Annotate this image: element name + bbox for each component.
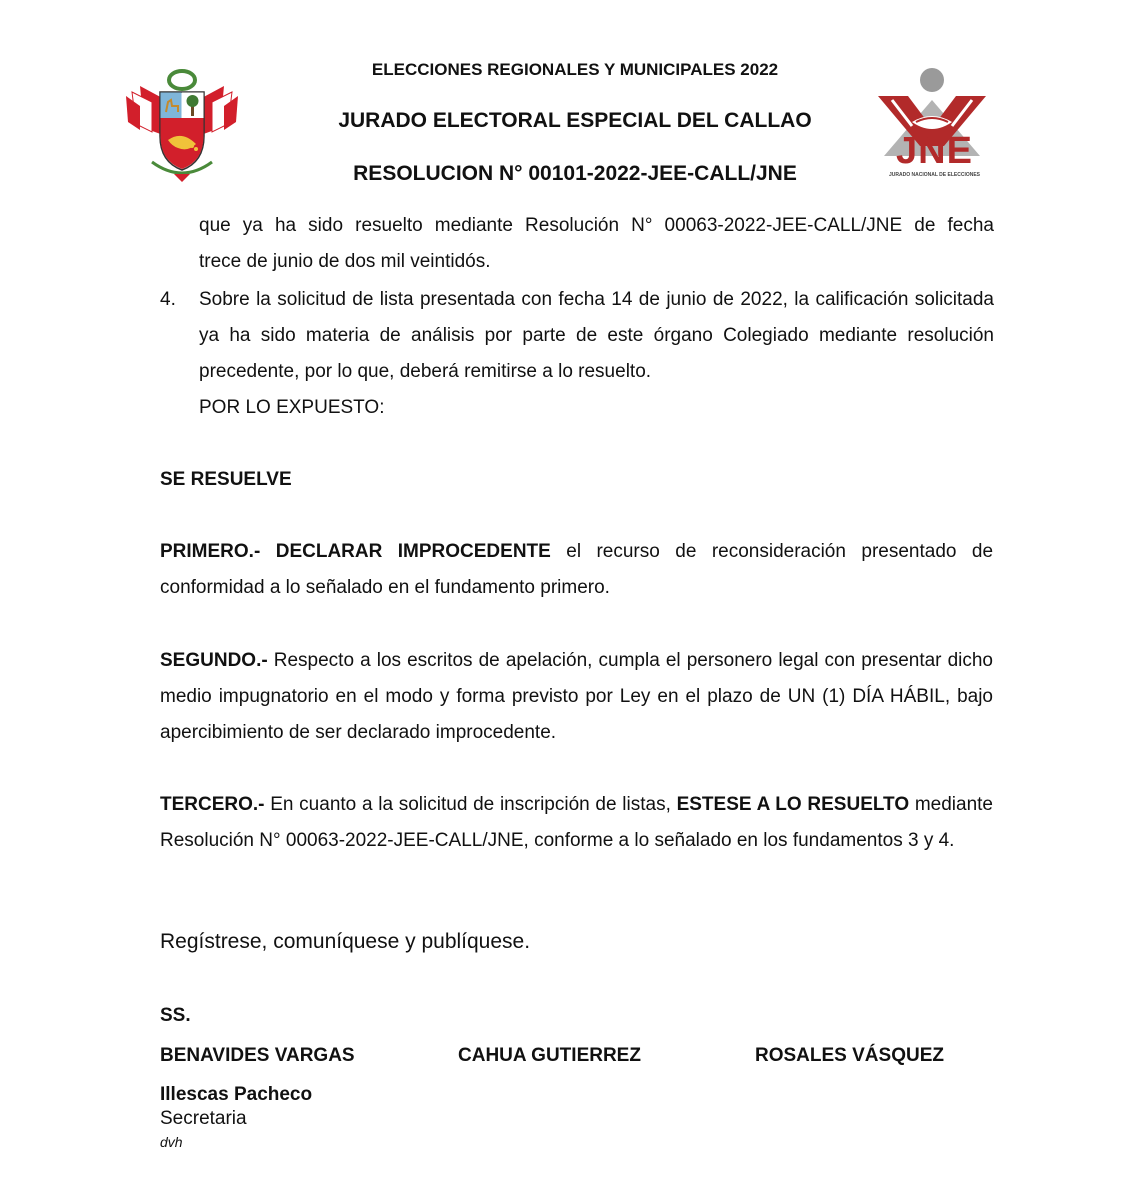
header-election-title: ELECCIONES REGIONALES Y MUNICIPALES 2022 (371, 60, 779, 79)
tercero-label: TERCERO.- (160, 794, 265, 815)
secretary-role: Secretaria (160, 1108, 247, 1129)
primero-paragraph (160, 534, 993, 606)
jne-logo (872, 66, 997, 184)
jne-logo-subtitle: JURADO NACIONAL DE ELECCIONES (888, 172, 981, 178)
item-4-text: Sobre la solicitud de lista presentada con fecha 14 de junio de 2022, la calificación solicitada ya ha sido materia de análisis por parte de este órgano Colegiado mediante resolución precedente, por lo que, deberá remitirse a lo resuelto. (199, 289, 994, 382)
continuation-line-2: trece de junio de dos mil veintidós. (199, 251, 491, 272)
signatory-1: BENAVIDES VARGAS (160, 1045, 355, 1066)
jne-logo-text: JNE (896, 130, 973, 172)
segundo-label: SEGUNDO.- (160, 650, 268, 671)
segundo-paragraph (160, 643, 993, 751)
peru-coat-of-arms-logo (122, 66, 242, 186)
por-lo-expuesto: POR LO EXPUESTO: (199, 397, 385, 418)
ss-label: SS. (160, 1005, 191, 1026)
header-resolution-number: RESOLUCION N° 00101-2022-JEE-CALL/JNE (353, 162, 797, 185)
continuation-line-1: que ya ha sido resuelto mediante Resolución N° 00063-2022-JEE-CALL/JNE de fecha (199, 215, 994, 236)
signatory-2: CAHUA GUTIERREZ (458, 1045, 641, 1066)
header-jury-name: JURADO ELECTORAL ESPECIAL DEL CALLAO (338, 109, 812, 132)
item-4-number: 4. (160, 289, 176, 310)
primero-text: el recurso de reconsideración presentado de conformidad a lo señalado en el fundamento primero. (160, 541, 994, 598)
tercero-paragraph (160, 787, 993, 859)
tercero-emphasis: ESTESE A LO RESUELTO (676, 794, 910, 815)
tercero-text-2: mediante Resolución N° 00063-2022-JEE-CALL/JNE, conforme a lo señalado en los fundamentos 3 y 4. (160, 794, 993, 851)
segundo-text: Respecto a los escritos de apelación, cumpla el personero legal con presentar dicho medio impugnatorio en el modo y forma previsto por Ley en el plazo de UN (1) DÍA HÁBIL, bajo apercibimiento de ser declarado improcedente. (160, 650, 993, 743)
closing-formula: Regístrese, comuníquese y publíquese. (160, 930, 531, 953)
primero-label: PRIMERO.- (160, 541, 261, 562)
signatory-3: ROSALES VÁSQUEZ (755, 1045, 944, 1066)
primero-emphasis: DECLARAR IMPROCEDENTE (275, 541, 551, 562)
secretary-name: Illescas Pacheco (160, 1084, 313, 1105)
se-resuelve-heading: SE RESUELVE (160, 469, 292, 490)
tercero-text-1: En cuanto a la solicitud de inscripción de listas, (264, 794, 677, 815)
secretary-initials: dvh (160, 1134, 183, 1150)
